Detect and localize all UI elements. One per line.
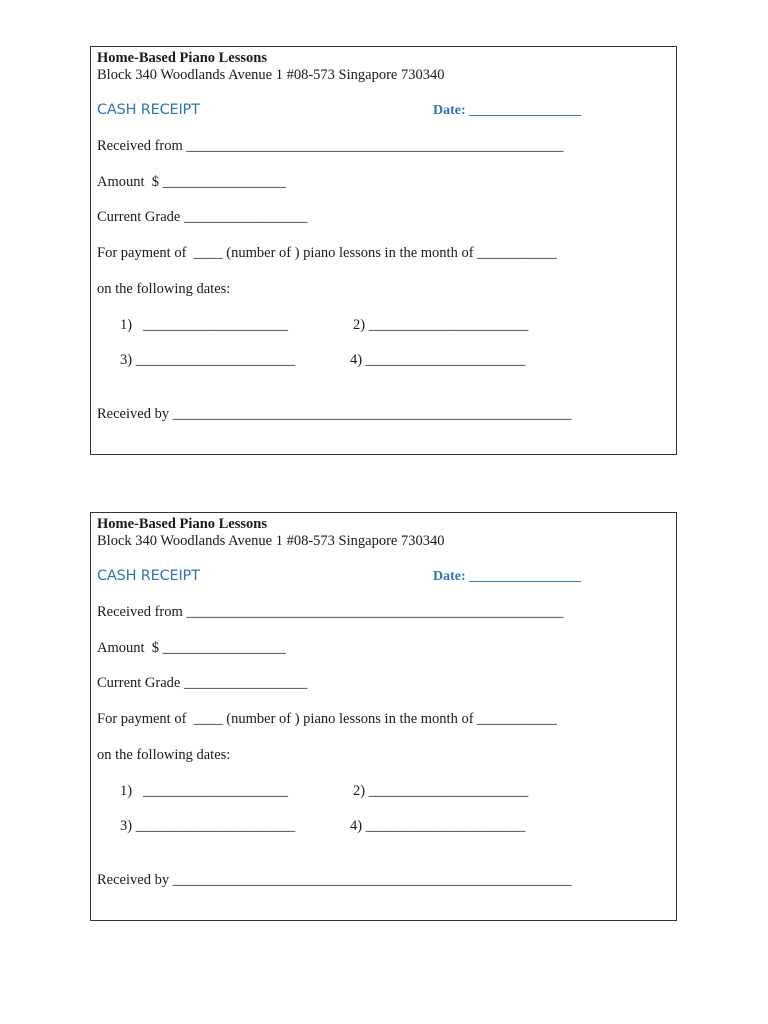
current-grade-field: Current Grade _________________: [97, 209, 308, 225]
business-name: Home-Based Piano Lessons: [97, 516, 267, 532]
business-address: Block 340 Woodlands Avenue 1 #08-573 Singapore 730340: [97, 533, 445, 549]
following-dates-label: on the following dates:: [97, 747, 231, 763]
lesson-date-4: 4) ______________________: [350, 352, 526, 368]
payment-line: For payment of ____ (number of ) piano lessons in the month of ___________: [97, 711, 557, 727]
following-dates-label: on the following dates:: [97, 281, 231, 297]
date-field: Date: ________________: [433, 103, 582, 118]
lesson-date-1: 1) ____________________: [120, 783, 288, 799]
business-name: Home-Based Piano Lessons: [97, 50, 267, 66]
lesson-date-2: 2) ______________________: [353, 317, 529, 333]
lesson-date-1: 1) ____________________: [120, 317, 288, 333]
payment-line: For payment of ____ (number of ) piano lessons in the month of ___________: [97, 245, 557, 261]
lesson-date-2: 2) ______________________: [353, 783, 529, 799]
cash-receipt-2: [90, 512, 677, 921]
amount-field: Amount $ _________________: [97, 640, 286, 656]
lesson-date-3: 3) ______________________: [120, 818, 296, 834]
lesson-date-3: 3) ______________________: [120, 352, 296, 368]
amount-field: Amount $ _________________: [97, 174, 286, 190]
receipt-title: CASH RECEIPT: [97, 102, 200, 118]
received-from-field: Received from ____________________________________________________: [97, 604, 564, 620]
received-by-field: Received by _______________________________________________________: [97, 406, 572, 422]
current-grade-field: Current Grade _________________: [97, 675, 308, 691]
business-address: Block 340 Woodlands Avenue 1 #08-573 Singapore 730340: [97, 67, 445, 83]
date-field: Date: ________________: [433, 569, 582, 584]
receipt-title: CASH RECEIPT: [97, 568, 200, 584]
received-from-field: Received from ____________________________________________________: [97, 138, 564, 154]
received-by-field: Received by _______________________________________________________: [97, 872, 572, 888]
cash-receipt-1: [90, 46, 677, 455]
lesson-date-4: 4) ______________________: [350, 818, 526, 834]
